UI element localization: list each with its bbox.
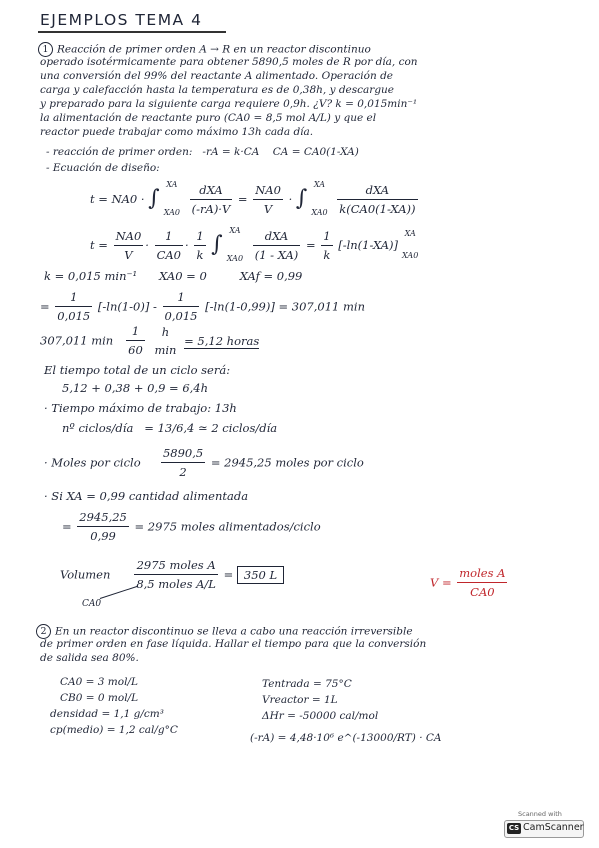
- problem2-ca0: CA0 = 3 mol/L: [60, 676, 138, 688]
- calculation-line: = $\frac{1}{0,015}$ [-ln(1-0)] - $\frac{1}{0,015}$ [-ln(1-0,99)] = 307,011 min: [40, 290, 365, 323]
- scanner-name: CamScanner: [523, 822, 584, 833]
- problem1-line-1: 1 Reacción de primer orden A → R en un reactor discontinuo: [38, 42, 371, 57]
- max-work-time: · Tiempo máximo de trabajo: 13h: [44, 401, 237, 415]
- total-time-expr: 5,12 + 0,38 + 0,9 = 6,4h: [62, 381, 209, 395]
- problem2-vreactor: Vreactor = 1L: [262, 694, 338, 706]
- problem2-dhr: ΔHr = -50000 cal/mol: [262, 710, 379, 722]
- total-time-label: El tiempo total de un ciclo será:: [44, 363, 231, 377]
- title-underline: [38, 31, 226, 33]
- hours-result: = 5,12 horas: [184, 333, 260, 348]
- design-fraction-1: $\frac{\text{dXA}}{(-rA)\cdot V}$: [191, 182, 231, 216]
- feed-calculation: = $\frac{2945,25}{0,99}$ = 2975 moles alimentados/ciclo: [62, 510, 321, 543]
- problem1-line-4: carga y calefacción hasta la temperatura es de 0,38h, y descargue: [40, 84, 395, 96]
- problem2-line-1: 2 En un reactor discontinuo se lleva a cabo una reacción irreversible: [36, 624, 413, 639]
- scanner-caption: Scanned with: [518, 810, 562, 818]
- problem2-number: 2: [36, 624, 51, 639]
- problem1-line-3: una conversión del 99% del reactante A alimentado. Operación de: [40, 70, 394, 82]
- integral-symbol: ∫: [148, 186, 160, 211]
- ca0-annotation: CA0: [82, 599, 102, 609]
- camscanner-logo-icon: CS: [508, 824, 520, 832]
- design-fraction-3: $\frac{\text{dXA}}{k(CA0(1-XA))}$: [339, 182, 416, 216]
- design-equation-label: - Ecuación de diseño:: [46, 162, 160, 174]
- volume-result-box: 350 L: [237, 566, 284, 584]
- integral-symbol-2: ∫: [295, 186, 308, 211]
- volume-formula: V = $\frac{\text{moles A}}{CA0}$: [430, 566, 506, 599]
- design-equation-2: t = $\frac{NA0}{V}$ · $\frac{1}{CA0}$ · $\frac{1}{k}$ ∫ XA XA0 $\frac{\text{dXA}}{(1 - XA)}$ = $\frac{1}{k}$ [-ln(1-XA)] XA XA0: [90, 226, 419, 263]
- problem1-line-7: reactor puede trabajar como máximo 13h cada día.: [40, 126, 314, 138]
- problem1-line-2: operado isotérmicamente para obtener 5890,5 moles de R por día, con: [40, 56, 418, 68]
- problem2-cb0: CB0 = 0 mol/L: [60, 692, 139, 704]
- cycles-per-day: nº ciclos/día = 13/6,4 ≃ 2 ciclos/día: [62, 421, 278, 435]
- volume-line: Volumen $\frac{\text{2975 moles A}}{\text{8,5 moles A/L}}$ = 350 L: [60, 556, 284, 593]
- problem1-line-6: la alimentación de reactante puro (CA0 = 8,5 mol A/L) y que el: [40, 112, 377, 124]
- page-title: EJEMPLOS TEMA 4: [40, 11, 203, 29]
- design-equation-1: t = NA0 · ∫ XA XA0 $\frac{\text{dXA}}{(-rA)\cdot V}$ = $\frac{NA0}{V}$ · ∫ XA XA0 $\frac{\text{dXA}}{k(CA0(1-XA))}$: [90, 180, 416, 217]
- parameters-line: k = 0,015 min⁻¹ XA0 = 0 XAf = 0,99: [44, 269, 303, 283]
- problem2-density: densidad = 1,1 g/cm³: [50, 708, 164, 720]
- problem2-tin: Tentrada = 75°C: [262, 678, 352, 690]
- hours-conversion-line: 307,011 min $\frac{1}{60}$ h min = 5,12 horas: [40, 324, 260, 357]
- rate-law-line: - reacción de primer orden: -rA = k·CA CA = CA0(1-XA): [46, 146, 359, 158]
- problem1-line-5: y preparado para la siguiente carga requiere 0,9h. ¿V? k = 0,015min⁻¹: [40, 98, 418, 110]
- moles-per-cycle-line: · Moles por ciclo $\frac{5890,5}{2}$ = 2945,25 moles por ciclo: [44, 446, 364, 479]
- problem1-number: 1: [38, 42, 53, 57]
- problem2-cp: cp(medio) = 1,2 cal/g°C: [50, 724, 178, 736]
- problem2-line-2: de primer orden en fase líquida. Hallar el tiempo para que la conversión: [40, 638, 427, 650]
- scanner-badge: [504, 820, 584, 838]
- feed-label: · Si XA = 0,99 cantidad alimentada: [44, 489, 249, 503]
- problem2-rate: (-rA) = 4,48·10⁶ e^(-13000/RT) · CA: [250, 732, 442, 744]
- design-fraction-2: $\frac{NA0}{V}$: [255, 182, 281, 216]
- problem2-line-3: de salida sea 80%.: [40, 652, 139, 664]
